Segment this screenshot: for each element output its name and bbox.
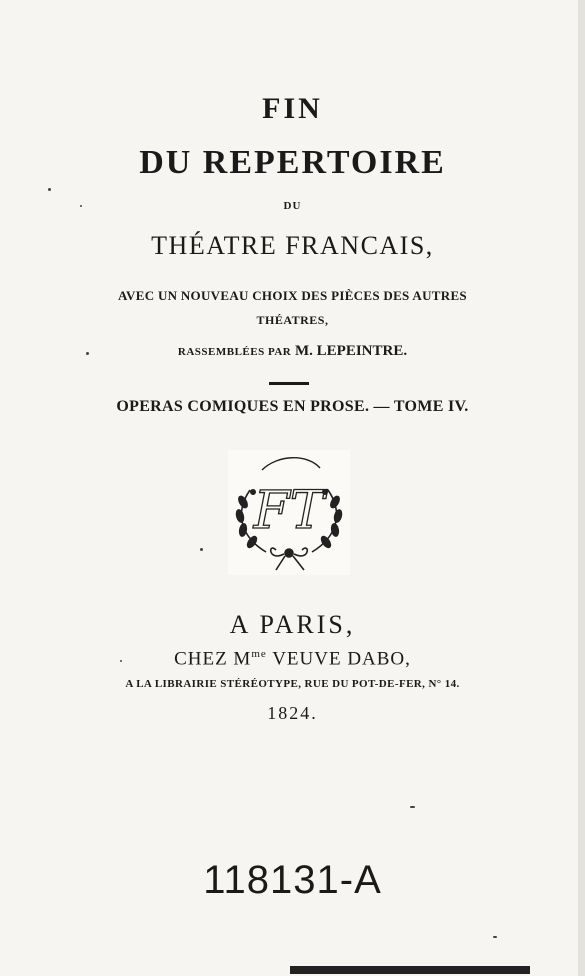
paper-speck (80, 205, 82, 207)
subtitle-line-1: AVEC UN NOUVEAU CHOIX DES PIÈCES DES AUTRES (118, 288, 467, 303)
monogram-letters: FT (253, 481, 325, 541)
subtitle-line-2: THÉATRES, (256, 313, 329, 327)
title-fin: FIN (262, 92, 323, 125)
paper-speck (48, 188, 51, 191)
publisher-superscript: me (251, 648, 267, 660)
publisher-prefix: CHEZ M (174, 648, 252, 670)
paper-speck (86, 352, 89, 355)
title-repertoire: DU REPERTOIRE (139, 144, 446, 181)
monogram-wreath-emblem (228, 450, 350, 575)
title-theatre-francais: THÉATRE FRANCAIS, (151, 231, 434, 260)
divider-rule (269, 382, 309, 385)
paper-speck (410, 806, 415, 808)
bottom-edge-bar (290, 966, 530, 974)
paper-speck (493, 936, 497, 938)
library-stamp-number: 118131-A (203, 858, 382, 902)
editor-credit-prefix: RASSEMBLÉES PAR (177, 346, 292, 358)
paper-speck (120, 660, 122, 662)
imprint-city: A PARIS, (229, 610, 356, 639)
title-du: DU (283, 200, 302, 212)
editor-name: M. LEPEINTRE. (295, 343, 408, 359)
imprint-address: A LA LIBRAIRIE STÉRÉOTYPE, RUE DU POT-DE-FER, N° 14. (125, 678, 460, 690)
imprint-year: 1824. (267, 703, 318, 723)
imprint-publisher (0, 648, 585, 670)
volume-line: OPERAS COMIQUES EN PROSE. — TOME IV. (116, 398, 469, 415)
publisher-suffix: VEUVE DABO, (266, 648, 411, 670)
paper-speck (200, 548, 203, 551)
